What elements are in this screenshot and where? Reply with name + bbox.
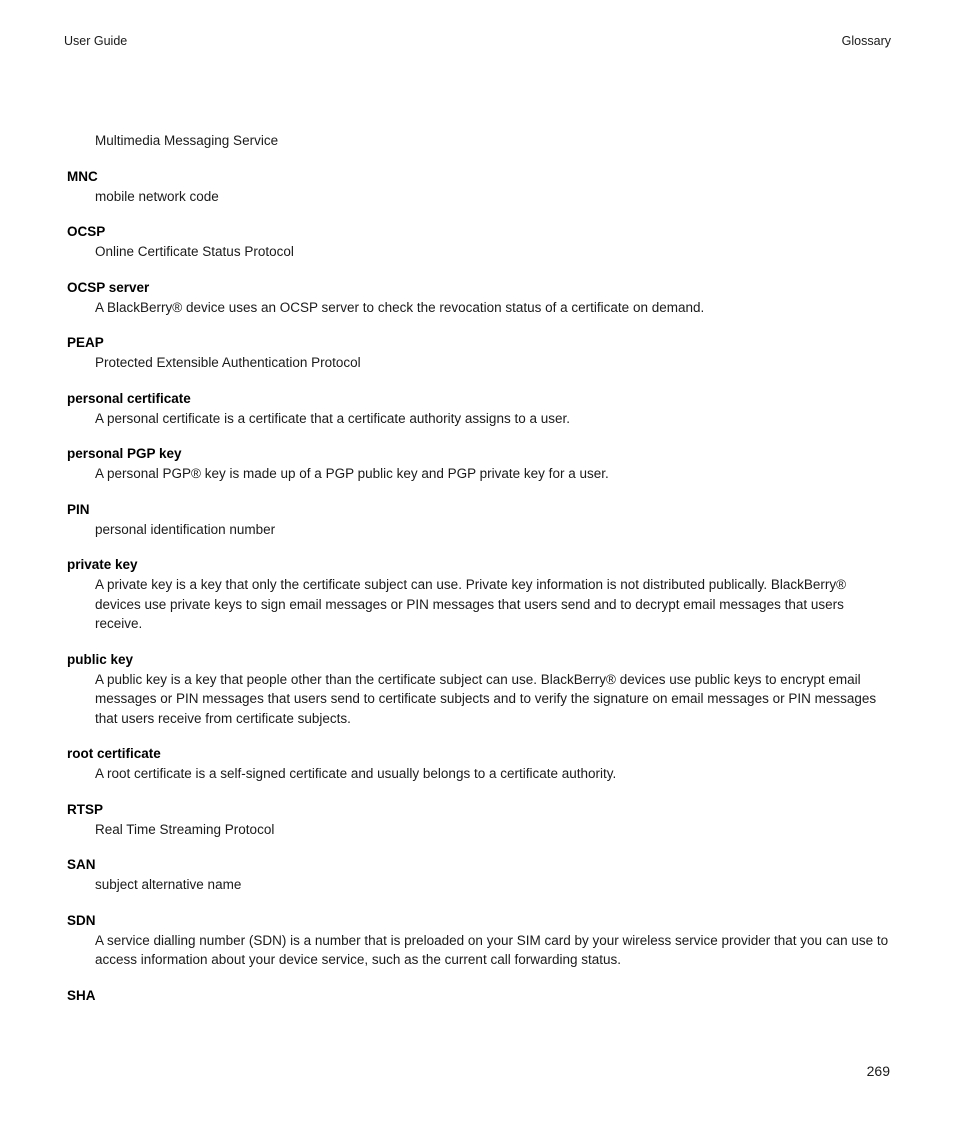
glossary-entry	[67, 500, 891, 540]
glossary-definition: subject alternative name	[95, 877, 242, 892]
glossary-definition: personal identification number	[95, 521, 276, 537]
glossary-entry	[67, 222, 891, 262]
glossary-definition: A BlackBerry® device uses an OCSP server to check the revocation status of a certificate on demand.	[95, 299, 705, 315]
glossary-term: PIN	[67, 501, 90, 517]
running-header	[64, 32, 891, 50]
glossary-definition: Real Time Streaming Protocol	[95, 821, 275, 837]
glossary-definition: Protected Extensible Authentication Protocol	[95, 355, 361, 370]
glossary-term: OCSP server	[67, 279, 150, 295]
glossary-entry	[67, 167, 891, 207]
glossary-term: SHA	[67, 987, 96, 1003]
header-document-title: User Guide	[64, 34, 128, 48]
glossary-definition: A service dialling number (SDN) is a number that is preloaded on your SIM card by your wireless service provider that you can use to access information about your device service, such as the current call forwarding status.	[95, 932, 889, 967]
glossary-definition: A personal PGP® key is made up of a PGP public key and PGP private key for a user.	[95, 466, 609, 481]
glossary-definition: A public key is a key that people other than the certificate subject can use. BlackBerry® devices use public keys to encrypt email messages or PIN messages that users send to certificate subjects and to verify the signature on email messages or PIN messages that users receive from certificate subjects.	[95, 671, 877, 726]
glossary-entry	[67, 744, 891, 784]
glossary-entry	[67, 986, 891, 1006]
glossary-term: RTSP	[67, 801, 104, 817]
glossary-entry	[67, 278, 891, 318]
header-section-title: Glossary	[841, 34, 891, 48]
glossary-definition: A personal certificate is a certificate that a certificate authority assigns to a user.	[95, 410, 570, 426]
glossary-definition: Multimedia Messaging Service	[95, 133, 279, 148]
glossary-term: public key	[67, 651, 134, 667]
glossary-term: root certificate	[67, 746, 161, 761]
glossary-entry	[67, 650, 891, 729]
glossary-entry	[67, 333, 891, 373]
glossary-entry	[67, 855, 891, 895]
glossary-entry	[67, 800, 891, 840]
glossary-entry	[67, 911, 891, 970]
glossary-entry	[67, 389, 891, 429]
glossary-term: personal PGP key	[67, 446, 182, 461]
glossary-entry	[67, 444, 891, 484]
glossary-term: PEAP	[67, 335, 104, 350]
glossary-term: SDN	[67, 912, 96, 928]
glossary-term: personal certificate	[67, 390, 191, 406]
glossary-term: SAN	[67, 857, 96, 872]
glossary-list	[67, 131, 891, 1022]
glossary-term: private key	[67, 557, 138, 572]
glossary-entry	[67, 555, 891, 634]
glossary-term: OCSP	[67, 224, 106, 239]
glossary-entry	[67, 131, 891, 151]
page-number: 269	[866, 1063, 890, 1079]
glossary-term: MNC	[67, 168, 98, 184]
glossary-definition: A private key is a key that only the certificate subject can use. Private key information is not distributed publically. BlackBerry® devices use private keys to sign email messages or PIN messages that users send and to decrypt email messages that users receive.	[95, 577, 847, 631]
glossary-definition: mobile network code	[95, 188, 219, 204]
glossary-definition: Online Certificate Status Protocol	[95, 244, 294, 259]
glossary-definition: A root certificate is a self-signed certificate and usually belongs to a certificate authority.	[95, 766, 617, 781]
